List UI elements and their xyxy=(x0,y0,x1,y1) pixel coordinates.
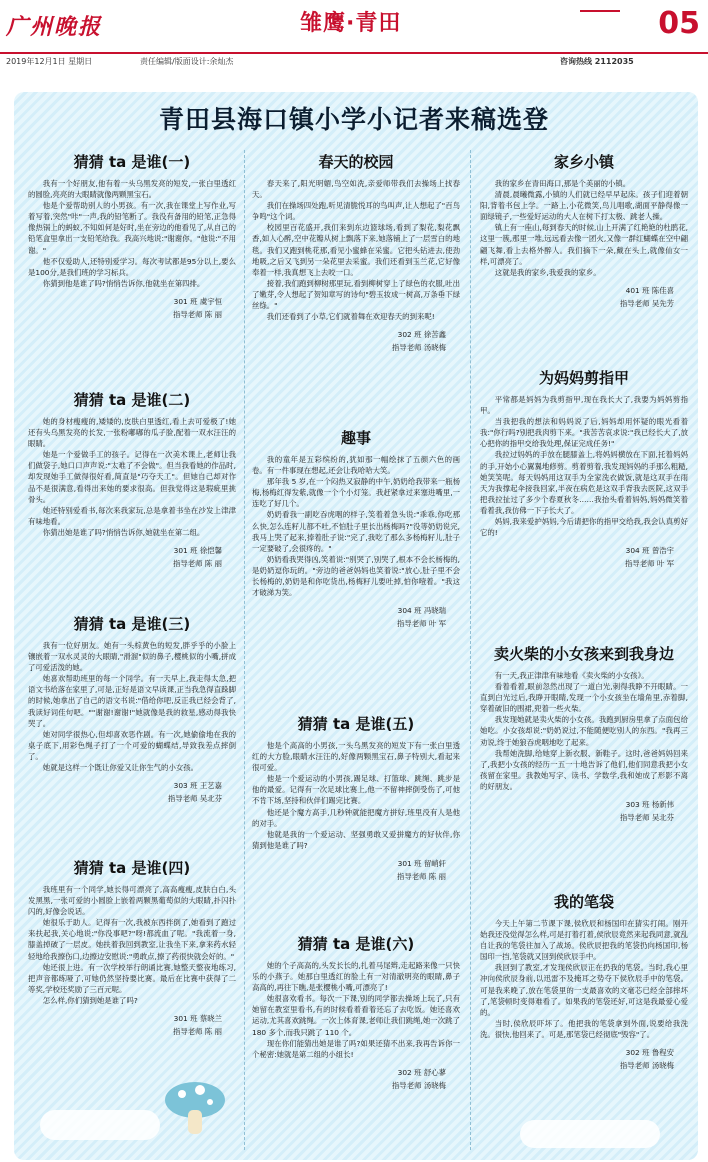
paragraph: 我拉过妈妈的手放在腿膝盖上,将妈妈横放在下面,托着妈妈的手,开始小心翼翼地修剪。剪着剪着,我发现妈妈的手那么粗糙,她笑笑呢。每天妈妈用这双手为全家洗衣做饭,就是这双手在雨天为我撑起伞接我回家,半夜在病危是这双手背我去医院,这双手把我拉扯过了多少个春夏秋冬……我抬头看着妈妈,妈妈微笑着看着我,我仿佛一下子长大了。 xyxy=(480,450,688,515)
paragraph: 她很喜欢看书。每次一下课,别的同学都去操场上玩了,只有她留在教室里看书,有的时候看着看着还忘了去吃饭。她还喜欢运动,尤其喜欢跳绳。一次上体育课,老师让我们跳绳,她一次跳了 180 多个,而我只跳了 110 个。 xyxy=(252,994,460,1037)
article-title: 为妈妈剪指甲 xyxy=(538,369,629,387)
paragraph: 她很乐于助人。记得有一次,我被东西拌倒了,她看到了跑过来扶起我,关心地说:"你没事吧?"呀!都流血了呢。"我流着一身,膝盖掉破了一层皮。她扶着我回到教室,让我坐下来,拿来药水轻轻地给我擦伤口,边擦边安慰说:"勇敢点,擦了药很快就会好的。" xyxy=(28,918,236,961)
paragraph: 你猜出她是谁了吗?悄悄告诉你,她就坐在第二组。 xyxy=(42,527,205,537)
article-1 xyxy=(28,152,236,321)
byline: 301 班 徐恺馨 指导老师 陈 丽 xyxy=(172,546,222,569)
article-2 xyxy=(28,390,236,570)
paragraph: 奶奶看我一副吃吞虎咽的样子,笑着着急头说:"乖乖,你吃那么快,怎么连籽儿都不吐,不怕肚子里长出杨梅吗?"没等奶奶说完,我马上哭了起来,捧着肚子说:"完了,我吃了那么多杨梅籽儿,肚子一定要破了,会很疼的。" xyxy=(252,510,460,553)
paragraph: 她喜欢帮助班里的每一个同学。有一天早上,我走得太急,把语文书给落在家里了,可是,正好是语文早读课,正当我急得直跺脚的时候,她拿出了自己的语文书说:"借给你吧,反正我已经会背了,我读好词佳句吧。""谢谢!谢谢!"她就像是我的救星,感动得我快哭了。 xyxy=(28,674,236,728)
paragraph: 当我把我的想法和妈妈说了后,妈妈却用怀疑的眼光看着我:"你行吗?别把我肉剪下来。"我苦苦哀求说:"我已经长大了,放心把你的指甲交给我处理,保证完成任务!" xyxy=(480,417,688,449)
byline: 301 班 蔡晓兰 指导老师 陈 丽 xyxy=(172,1014,222,1037)
column-divider xyxy=(470,150,471,1150)
issue-date: 2019年12月1日 星期日 xyxy=(6,57,93,66)
article-9 xyxy=(480,152,688,310)
paragraph: 他是个爱帮助别人的小男孩。有一次,我在课堂上写作业,写着写着,突然"咔"一声,我的铅笔断了。我没有备用的铅笔,正急得像热锅上的蚂蚁,不知如何是好时,坐在旁边的他看见了,从自己的铅笔盒里拿出一支铅笔给我。我高兴地说:"谢谢你。"他说:"不用谢。" xyxy=(28,201,236,255)
paragraph: 镇上有一座山,每到春天的时候,山上开满了红艳艳的杜鹃花,这里一簇,那里一堆,远远看去像一团火,又像一群红蝴蝶在空中翩翩飞舞,看上去格外醉人。我们摘下一朵,戴在头上,就像仙女一样,可漂亮了。 xyxy=(480,223,688,266)
paragraph: 那年我 5 岁,在一个闷热又寂静的中午,奶奶给我带来一瓶杨梅,杨梅红得发紫,就像一个个小灯笼。我赶紧拿过来塞进嘴里,一连吃了好几个。 xyxy=(252,477,460,509)
paragraph: 她的个子高高的,头发长长的,扎着马尾辫,走起路来像一只快乐的小燕子。她那白里透红的脸上有一对清澈明亮的眼睛,鼻子高高的,再往下瞧,是张樱桃小嘴,可漂亮了! xyxy=(252,961,460,993)
paragraph: 她还特别爱看书,每次来我家玩,总是拿着书坐在沙发上津津有味地看。 xyxy=(28,505,236,526)
paragraph: 校园里百花盛开,我们来到东边篮球场,看到了梨花,梨花飘香,如人心醉,空中花瓣从树上飘落下来,她落铺上了一层雪白的地毯。我们又跑到桃花那,看见小蜜蜂在采蜜。它把头钻进去,使劲地吸,之后又飞到另一朵花里去采蜜。我们还看到玉兰花,它好像奉着一样,我真想飞上去咬一口。 xyxy=(252,223,460,277)
article-title: 趣事 xyxy=(340,429,371,447)
article-3 xyxy=(28,614,236,805)
article-10 xyxy=(480,368,688,570)
paragraph: 我班里有一个同学,她长得可漂亮了,高高瘦瘦,皮肤白白,头发黑黑,一张可爱的小圆脸上嵌着两颗黑葡萄似的大眼睛,扑闪扑闪的,好像会说话。 xyxy=(28,885,236,917)
hotline: 咨询热线 2112035 xyxy=(560,57,634,66)
article-7 xyxy=(252,714,460,883)
paragraph: 有一天,我正津津有味地看《卖火柴的小女孩》。 xyxy=(494,671,649,680)
paragraph: 我们在操场四处跑,听见清脆悦耳的鸟叫声,让人想起了"百鸟争鸣"这个词。 xyxy=(252,201,460,222)
article-title: 春天的校园 xyxy=(318,153,394,171)
article-title: 猜猜 ta 是谁(四) xyxy=(73,859,191,877)
paragraph: 我帮她洗脚,给她穿上新衣服、新鞋子。这时,爸爸妈妈回来了,我把小女孩的经历一五一十地告诉了他们,他们同意我把小女孩留在家里。我教她写字、读书、学数学,我和她成了形影不离的好朋友。 xyxy=(480,748,688,791)
paragraph: 他不仅爱助人,还特别爱学习。每次考试都是95分以上,要么是100分,是我们班的学习标兵。 xyxy=(28,256,236,277)
paragraph: 他是个高高的小男孩,一头乌黑发亮的短发下有一张白里透红的大方脸,眼睛水汪汪的,好像两颗黑宝石,鼻子特别大,看起来很可爱。 xyxy=(252,741,460,773)
paragraph: 看着看着,眼前忽然出现了一道白光,刺得我睁不开眼睛。一直到白光过后,我睁开眼睛,发现一个小女孩坐在墙角里,赤着脚,穿着破旧的围裙,兜着一些火柴。 xyxy=(480,682,688,714)
article-12 xyxy=(480,892,688,1072)
editor-credit: 责任编辑/版面设计:余灿杰 xyxy=(140,57,234,66)
byline: 304 班 冯晓瑞 指导老师 叶 军 xyxy=(396,606,446,629)
paragraph: 我的童年是五彩缤纷的,犹如那一幅绘抹了五颜六色的画卷。有一件事现在想起,还会让我哈哈大笑。 xyxy=(252,455,460,476)
paragraph: 平常都是妈妈为我剪指甲,现在我长大了,我要为妈妈剪指甲。 xyxy=(480,395,688,416)
article-title: 猜猜 ta 是谁(一) xyxy=(73,153,191,171)
paragraph: 这就是我的家乡,我爱我的家乡。 xyxy=(494,267,601,277)
paragraph: 他就是我的一个爱运动、坚强勇敢又爱拼魔方的好伙伴,你猜到他是谁了吗? xyxy=(252,829,460,850)
article-6 xyxy=(252,428,460,630)
article-title: 卖火柴的小女孩来到我身边 xyxy=(493,645,674,663)
paragraph: 今天上午第二节课下课,侯欣辰和杨国印在猜实打闹。刚开始我还没觉得怎么样,可是打着打着,侯欣辰竟然来起我同意,就乱自让我的笔袋往加入了战场。侯欣辰把我的笔袋扔向杨国印,杨国印一挡,笔袋就又回到侯欣辰手中。 xyxy=(480,919,688,962)
article-5 xyxy=(252,152,460,354)
paragraph: 她就是这样一个既让你爱又让你生气的小女孩。 xyxy=(42,763,199,773)
byline: 301 班 留峭轩 指导老师 陈 丽 xyxy=(396,858,446,881)
article-title: 家乡小镇 xyxy=(553,153,614,171)
article-title: 猜猜 ta 是谁(五) xyxy=(297,715,415,733)
article-title: 猜猜 ta 是谁(三) xyxy=(73,615,191,633)
subheader xyxy=(0,54,708,70)
byline: 302 班 舒心蓼 指导老师 汤晓梅 xyxy=(391,1067,446,1090)
paragraph: 接着,我们跑到柳树那里玩,看到柳树穿上了绿色的衣服,吐出了嫩芽,令人想起了贺知章写的诗句"碧玉妆成一树高,万条垂下绿丝绦。" xyxy=(252,278,460,311)
column-divider xyxy=(244,150,245,1150)
paragraph: 我的家乡在青田海口,那是个美丽的小镇。 xyxy=(494,179,631,188)
paragraph: 清晨,晨曦微露,小镇的人们就已经早早起床。孩子们迎着朝阳,背着书包上学。一路上,小花微笑,鸟儿唱歌,湖面平静得像一面绿镜子,一些爱好运动的大人在树下打太极、跳老人操。 xyxy=(480,190,688,222)
paragraph: 她是一个爱做手工的孩子。记得在一次美术课上,老师让我们做袋子,她口口声声说:"太难了不会做"。但当我看她的作品时,却发现她手工做得很好看,简直是"巧夺天工"。但她自己却对作品不是很满意,看得出来她的要求很高。但我觉得这是瑕疵里挑骨头。 xyxy=(28,450,236,504)
byline: 302 班 鲁程安 指导老师 汤晓梅 xyxy=(619,1048,674,1071)
paragraph: 她对同学很热心,但却喜欢恶作剧。有一次,她偷偷地在我的桌子底下,用彩色绳子打了一个可爱的蝴蝶结,导致我差点摔倒了。 xyxy=(28,729,236,761)
paragraph: 我有一位好朋友。她有一头棕黄色的短发,胖乎乎的小脸上镶嵌着一双水灵灵的大眼睛,"滑溜"似的鼻子,樱桃似的小嘴,拼成了可爱活泼的她。 xyxy=(28,641,236,673)
paragraph: 他是一个爱运动的小男孩,踢足球、打篮球、跳绳、跳步是他的最爱。记得有一次足球比赛上,他一不留神摔倒受伤了,可他不肯下场,坚持和伙伴们踢完比赛。 xyxy=(252,774,460,806)
byline: 303 班 杨新伟 指导老师 吴北芬 xyxy=(619,800,674,823)
header-rule xyxy=(580,10,620,12)
paper-name: 广州晚报 xyxy=(6,14,103,40)
paragraph: 现在你们能猜出她是谁了吗?如果还猜不出来,我再告诉你一个秘密:她就是第二组的小组长! xyxy=(252,1038,460,1059)
byline: 304 班 曾浩宇 指导老师 叶 军 xyxy=(624,546,674,569)
paragraph: 当时,侯欣辰吓坏了。他把我的笔袋拿到外面,说要给我洗洗。很快,他回来了。可是,那笔袋已经彻底"毁容"了。 xyxy=(480,1018,688,1039)
paragraph: 奶奶看我哭得凶,笑着说:"别哭了,别哭了,根本不会长杨梅的,是奶奶逗你玩的。"旁边的爸爸妈妈也笑着说:"放心,肚子里不会长杨梅的,奶奶是和你吃货出,杨梅籽儿要吐掉,怕你噎着。"我这才破涕为笑。 xyxy=(252,554,460,598)
byline: 302 班 徐苦鑫 指导老师 汤晓梅 xyxy=(391,330,446,353)
paragraph: 我发现她就是卖火柴的小女孩。我跑到厨房里拿了点面包给她吃。小女孩却说:"奶奶说过,不能随便吃别人的东西。"我再三劝说,终于她狼吞虎咽地吃了起来。 xyxy=(480,715,688,747)
paragraph: 我回到了教室,才发现侯欣辰正在扔我的笔袋。当时,我心里冲向侯欣辰身前,以迅雷不及掩耳之势夺下侯欣辰手中的笔袋。可是我来晚了,放在笔袋里的一支最喜欢的文毫芯已经全部摔坏了,笔袋顿时变得难看了。如果我的笔袋还好,可这是我最爱心爱的。 xyxy=(480,963,688,1017)
paragraph: 你猜到他是谁了吗?悄悄告诉你,他就坐在第四排。 xyxy=(42,278,205,288)
mushroom-illustration xyxy=(160,1070,230,1140)
byline: 301 班 虞宇恒 指导老师 陈 丽 xyxy=(172,296,222,319)
masthead xyxy=(0,0,708,54)
paragraph: 春天来了,阳光明媚,鸟空如洗,亲爱师带我们去操场上找春天。 xyxy=(252,179,460,200)
byline: 401 班 陈佳喜 指导老师 吴先芳 xyxy=(619,285,674,308)
main-title: 青田县海口镇小学小记者来稿选登 xyxy=(158,105,549,134)
article-title: 猜猜 ta 是谁(六) xyxy=(297,935,415,953)
cloud-decoration xyxy=(520,1120,660,1148)
paragraph: 他还是个魔方高手,几秒钟就能把魔方拼好,班里没有人是他的对手。 xyxy=(252,807,460,828)
paragraph: 我们还看到了小草,它们就着舞在欢迎春天的到来呢! xyxy=(266,312,435,322)
article-8 xyxy=(252,934,460,1092)
article-11 xyxy=(480,644,688,824)
section-title: 雏鹰·青田 xyxy=(300,11,402,36)
paragraph: 她还很上进。有一次学校举行朗诵比赛,她整天整夜地练习,把声音都练哑了,可她仍然坚持要比赛。最后在比赛中获得了二等奖,学校还奖励了三百元呢。 xyxy=(28,962,236,994)
article-title: 猜猜 ta 是谁(二) xyxy=(73,391,191,409)
cloud-decoration xyxy=(40,1110,160,1140)
paragraph: 妈妈,我来爱护妈妈,今后请把你的指甲交给我,我会认真剪好它的! xyxy=(480,517,688,538)
paragraph: 我有一个好朋友,他有着一头乌黑发亮的短发,一张白里透红的圆脸,亮亮的大眼睛就像两颗黑宝石。 xyxy=(28,179,236,200)
paragraph: 她的身材瘦瘦的,矮矮的,皮肤白里透红,看上去可爱极了!她还有头乌黑发亮的长发,一张粉嘟嘟的瓜子脸,配着一双水汪汪的眼睛。 xyxy=(28,417,236,449)
article-4 xyxy=(28,858,236,1038)
paragraph: 怎么样,你们猜到她是谁了吗? xyxy=(42,995,138,1005)
article-title: 我的笔袋 xyxy=(553,893,614,911)
page-number: 05 xyxy=(658,6,700,41)
byline: 303 班 王艺嘉 指导老师 吴北芬 xyxy=(167,781,222,804)
